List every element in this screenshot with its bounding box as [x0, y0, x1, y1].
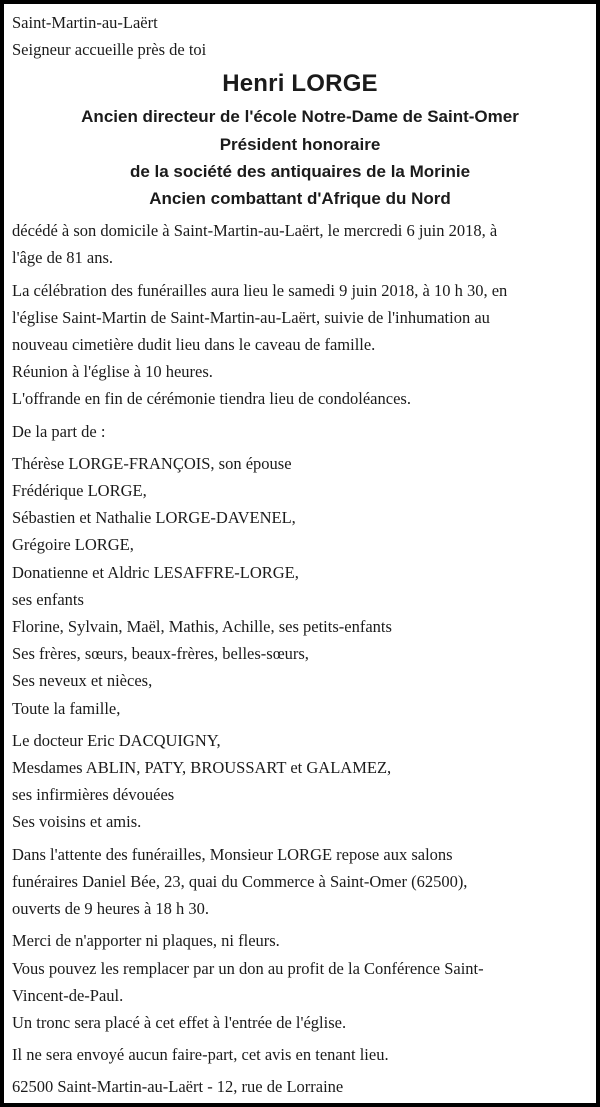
- text-line: Vincent-de-Paul.: [12, 985, 124, 1005]
- paragraph-flowers-donation: [12, 927, 588, 1036]
- text-line: l'église Saint-Martin de Saint-Martin-au-Laërt, suivie de l'inhumation au: [12, 307, 490, 327]
- paragraph-funeral-home: [12, 841, 588, 923]
- text-line: nouveau cimetière dudit lieu dans le caveau de famille.: [12, 335, 376, 355]
- text-line: Président honoraire: [219, 134, 381, 154]
- text-line: Un tronc sera placé à cet effet à l'entrée de l'église.: [12, 1012, 347, 1032]
- text-line: Sébastien et Nathalie LORGE-DAVENEL,: [12, 508, 296, 528]
- location-line: Saint-Martin-au-Laërt: [12, 13, 158, 32]
- paragraph-on-behalf-of: [12, 418, 588, 445]
- text-line: Toute la famille,: [12, 698, 121, 718]
- text-line: funéraires Daniel Bée, 23, quai du Commerce à Saint-Omer (62500),: [12, 871, 468, 891]
- text-line: Merci de n'apporter ni plaques, ni fleurs.: [12, 931, 280, 951]
- text-line: de la société des antiquaires de la Morinie: [129, 161, 471, 181]
- text-line: Ses neveux et nièces,: [12, 671, 153, 691]
- text-line: Donatienne et Aldric LESAFFRE-LORGE,: [12, 562, 299, 582]
- paragraph-funeral-details: [12, 277, 588, 413]
- text-line: ses enfants: [12, 589, 84, 609]
- text-line: Réunion à l'église à 10 heures.: [12, 362, 213, 382]
- text-line: ses infirmières dévouées: [12, 785, 175, 805]
- text-line: Thérèse LORGE-FRANÇOIS, son épouse: [12, 453, 292, 473]
- paragraph-no-announcement-card: [12, 1041, 588, 1068]
- text-line: L'offrande en fin de cérémonie tiendra lieu de condoléances.: [12, 389, 411, 409]
- honorifics-block: [12, 103, 588, 212]
- paragraph-address: [12, 1073, 588, 1100]
- paragraph-death-announcement: [12, 217, 588, 271]
- text-line: Ancien directeur de l'école Notre-Dame de Saint-Omer: [81, 107, 519, 127]
- deceased-name-heading: Henri LORGE: [222, 70, 378, 98]
- text-line: De la part de :: [12, 421, 106, 441]
- text-line: décédé à son domicile à Saint-Martin-au-Laërt, le mercredi 6 juin 2018, à: [12, 221, 498, 241]
- text-line: Florine, Sylvain, Maël, Mathis, Achille, ses petits-enfants: [12, 617, 392, 637]
- epitaph-line: Seigneur accueille près de toi: [12, 40, 207, 60]
- text-line: 62500 Saint-Martin-au-Laërt - 12, rue de Lorraine: [12, 1077, 344, 1097]
- text-line: Vous pouvez les remplacer par un don au profit de la Conférence Saint-: [12, 958, 484, 978]
- paragraph-family-members: [12, 450, 588, 722]
- text-line: Il ne sera envoyé aucun faire-part, cet avis en tenant lieu.: [12, 1045, 389, 1065]
- text-line: Grégoire LORGE,: [12, 535, 134, 555]
- text-line: Frédérique LORGE,: [12, 481, 147, 501]
- text-line: l'âge de 81 ans.: [12, 248, 114, 268]
- text-line: Ses voisins et amis.: [12, 812, 142, 832]
- text-line: Mesdames ABLIN, PATY, BROUSSART et GALAMEZ,: [12, 758, 392, 778]
- text-line: Ses frères, sœurs, beaux-frères, belles-sœurs,: [12, 644, 309, 664]
- text-line: Ancien combattant d'Afrique du Nord: [149, 189, 451, 209]
- paragraph-caregivers: [12, 727, 588, 836]
- text-line: Le docteur Eric DACQUIGNY,: [12, 730, 221, 750]
- text-line: La célébration des funérailles aura lieu le samedi 9 juin 2018, à 10 h 30, en: [12, 280, 508, 300]
- text-line: ouverts de 9 heures à 18 h 30.: [12, 899, 210, 919]
- text-line: Dans l'attente des funérailles, Monsieur LORGE repose aux salons: [12, 844, 453, 864]
